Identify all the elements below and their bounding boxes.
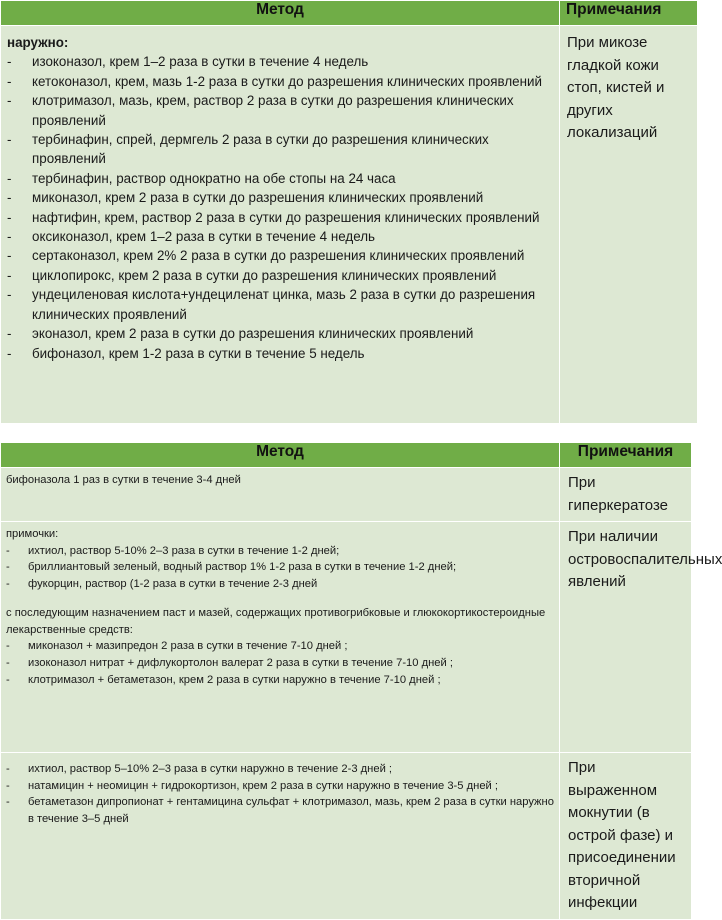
list-item: - эконазол, крем 2 раза в сутки до разрешения клинических проявлений xyxy=(7,324,553,343)
lotions-list xyxy=(6,543,554,593)
note-cell-hyperkeratosis: При гиперкератозе xyxy=(560,468,692,522)
method-cell-hyperkeratosis: бифоназола 1 раз в сутки в течение 3-4 дней xyxy=(1,468,560,522)
list-item: - циклопирокс, крем 2 раза в сутки до разрешения клинических проявлений xyxy=(7,266,553,285)
list-item: - оксиконазол, крем 1–2 раза в сутки в течение 4 недель xyxy=(7,227,553,246)
list-item: - кетоконазол, крем, мазь 1-2 раза в сутки до разрешения клинических проявлений xyxy=(7,72,553,91)
list-item: - сертаконазол, крем 2% 2 раза в сутки до разрешения клинических проявлений xyxy=(7,246,553,265)
list-item: - клотримазол, мазь, крем, раствор 2 раза в сутки до разрешения клинических проявлений xyxy=(7,91,553,130)
method-cell-inflammation xyxy=(1,522,560,753)
lotions-intro: примочки: xyxy=(6,528,59,540)
method-cell xyxy=(1,26,560,424)
method-cell-weeping xyxy=(1,753,560,920)
note-cell: При микозе гладкой кожи стоп, кистей и других локализаций xyxy=(560,26,698,424)
list-item: - бриллиантовый зеленый, водный раствор 1% 1-2 раза в сутки в течение 1-2 дней; xyxy=(6,559,554,576)
list-item: - фукорцин, раствор (1-2 раза в сутки в течение 2-3 дней xyxy=(6,576,554,593)
header-notes: Примечания xyxy=(560,1,698,26)
list-item: - миконазол + мазипредон 2 раза в сутки в течение 7-10 дней ; xyxy=(6,638,554,655)
combo-list xyxy=(6,761,554,828)
treatment-table-1 xyxy=(0,0,698,424)
list-item: - тербинафин, раствор однократно на обе стопы на 24 часа xyxy=(7,169,553,188)
list-item: - изоконазол, крем 1–2 раза в сутки в течение 4 недель xyxy=(7,52,553,71)
list-item: - клотримазол + бетаметазон, крем 2 раза в сутки наружно в течение 7-10 дней ; xyxy=(6,672,554,689)
list-item: - ундециленовая кислота+ундециленат цинка, мазь 2 раза в сутки до разрешения клинических проявлений xyxy=(7,285,553,324)
note-cell-weeping: При выраженном мокнутии (в острой фазе) и присоединении вторичной инфекции xyxy=(560,753,692,920)
list-item: - изоконазол нитрат + дифлукортолон валерат 2 раза в сутки в течение 7-10 дней ; xyxy=(6,655,554,672)
ointments-list xyxy=(6,638,554,688)
header-method: Метод xyxy=(1,1,560,26)
list-item: - ихтиол, раствор 5-10% 2–3 раза в сутки в течение 1-2 дней; xyxy=(6,543,554,560)
list-item: - ихтиол, раствор 5–10% 2–3 раза в сутки наружно в течение 2-3 дней ; xyxy=(6,761,554,778)
list-item: - натамицин + неомицин + гидрокортизон, крем 2 раза в сутки наружно в течение 3-5 дней ; xyxy=(6,778,554,795)
list-item: - миконазол, крем 2 раза в сутки до разрешения клинических проявлений xyxy=(7,188,553,207)
list-item: - бифоназол, крем 1-2 раза в сутки в течение 5 недель xyxy=(7,344,553,363)
list-item: - тербинафин, спрей, дермгель 2 раза в сутки до разрешения клинических проявлений xyxy=(7,130,553,169)
route-label: наружно: xyxy=(7,35,69,50)
treatment-table-2 xyxy=(0,442,722,920)
note-cell-inflammation: При наличии островоспалительных явлений xyxy=(560,522,692,753)
drug-list xyxy=(7,52,553,363)
header-method: Метод xyxy=(1,443,560,468)
header-notes: Примечания xyxy=(560,443,692,468)
list-item: - бетаметазон дипропионат + гентамицина сульфат + клотримазол, мазь, крем 2 раза в сутки наружно в течение 3–5 дней xyxy=(6,794,554,827)
list-item: - нафтифин, крем, раствор 2 раза в сутки до разрешения клинических проявлений xyxy=(7,208,553,227)
followup-text: с последующим назначением паст и мазей, содержащих противогрибковые и глюкокортикостероидные лекарственные средств: xyxy=(6,606,546,636)
